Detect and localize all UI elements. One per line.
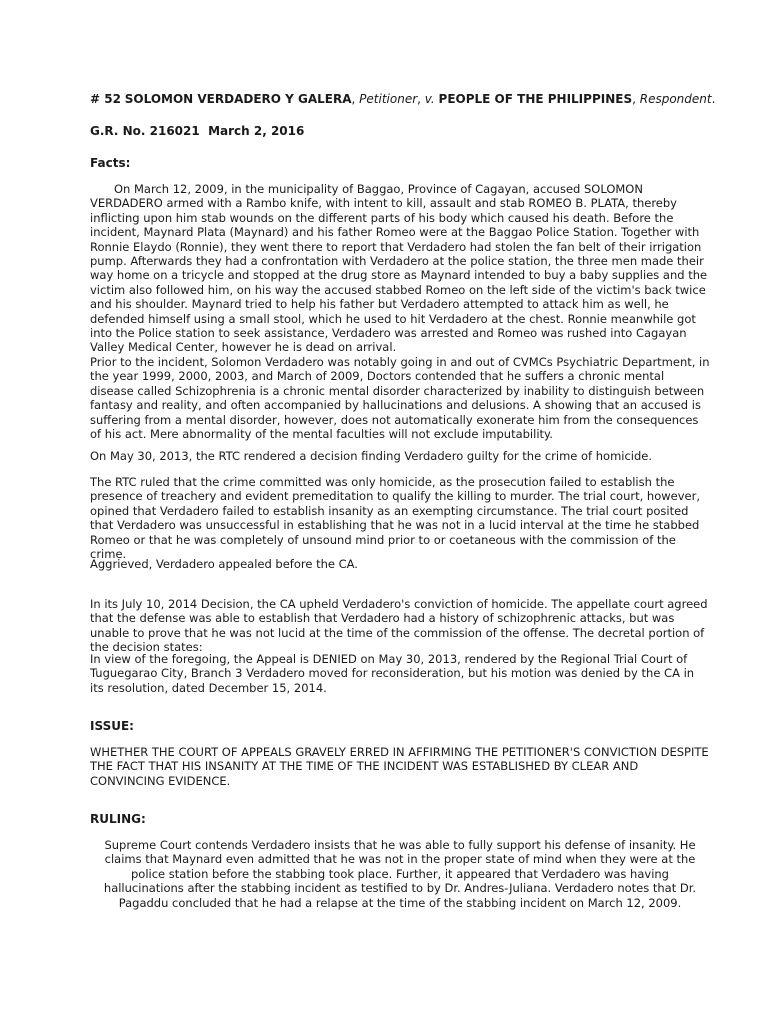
facts-paragraph: On March 12, 2009, in the municipality of Baggao, Province of Cagayan, accused SOLOMON VERDADERO armed with a Rambo knife, with intent to kill, assault and stab ROMEO B. PLATA, thereby inflicting upon him stab wounds on the different parts of his body which caused his death. Before the incident, Maynard Plata (Maynard) and his father Romeo were at the Baggao Police Station. Together with Ronnie Elaydo (Ronnie), they went there to report that Verdadero had stolen the fan belt of their irrigation pump. Afterwards they had a confrontation with Verdadero at the police station, the three men made their way home on a tricycle and stopped at the drug store as Maynard intended to buy a baby supplies and the victim also followed him, on his way the accused stabbed Romeo on the left side of the victim's back twice and his shoulder. Maynard tried to help his father but Verdadero attempted to attack him as well, he defended himself using a small stool, which he used to hit Verdadero at the chest. Ronnie meanwhile got into the Police station to seek assistance, Verdadero was arrested and Romeo was rushed into Cagayan Valley Medical Center, however he is dead on arrival. xyxy=(90,182,708,355)
facts-paragraph: The RTC ruled that the crime committed was only homicide, as the prosecution failed to establish the presence of treachery and evident premeditation to qualify the killing to murder. The trial court, however, opined that Verdadero failed to establish insanity as an exempting circumstance. The trial court posited that Verdadero was unsuccessful in establishing that he was not in a lucid interval at the time he stabbed Romeo or that he was completely of unsound mind prior to or coetaneous with the commission of the crime. xyxy=(90,475,700,562)
issue-text: WHETHER THE COURT OF APPEALS GRAVELY ERRED IN AFFIRMING THE PETITIONER'S CONVICTION DESPITE THE FACT THAT HIS INSANITY AT THE TIME OF THE INCIDENT WAS ESTABLISHED BY CLEAR AND CONVINCING EVIDENCE. xyxy=(90,745,709,788)
ruling-heading: RULING: xyxy=(90,812,146,826)
facts-paragraph: Prior to the incident, Solomon Verdadero was notably going in and out of CVMCs Psychiatric Department, in the year 1999, 2000, 2003, and March of 2009, Doctors contended that he suffers a chronic mental disease called Schizophrenia is a chronic mental disorder characterized by inability to distinguish between fantasy and reality, and often accompanied by hallucinations and delusions. A showing that an accused is suffering from a mental disorder, however, does not automatically exonerate him from the consequences of his act. Mere abnormality of the mental faculties will not exclude imputability. xyxy=(90,355,710,442)
decretal-portion: In view of the foregoing, the Appeal is DENIED on May 30, 2013, rendered by the Regional Trial Court of Tuguegarao City, Branch 3 Verdadero moved for reconsideration, but his motion was denied by the CA in its resolution, dated December 15, 2014. xyxy=(90,652,695,695)
respondent-role: Respondent xyxy=(639,92,712,106)
issue-heading: ISSUE: xyxy=(90,719,134,733)
respondent-name: PEOPLE OF THE PHILIPPINES xyxy=(438,92,633,106)
petitioner-role: Petitioner xyxy=(359,92,418,106)
case-caption: # 52 SOLOMON VERDADERO Y GALERA, Petitioner, v. PEOPLE OF THE PHILIPPINES, Respondent. xyxy=(90,92,716,106)
versus: v. xyxy=(424,92,435,106)
gr-number-date: G.R. No. 216021 March 2, 2016 xyxy=(90,124,305,138)
petitioner-name: SOLOMON VERDADERO Y GALERA xyxy=(124,92,352,106)
facts-paragraph: In its July 10, 2014 Decision, the CA upheld Verdadero's conviction of homicide. The appellate court agreed that the defense was able to establish that Verdadero had a history of schizophrenic attacks, but was unable to prove that he was not lucid at the time of the commission of the offense. The decretal portion of the decision states: xyxy=(90,597,708,655)
facts-paragraph: Aggrieved, Verdadero appealed before the CA. xyxy=(90,557,358,571)
case-number: # 52 xyxy=(90,92,121,106)
facts-paragraph: On May 30, 2013, the RTC rendered a decision finding Verdadero guilty for the crime of homicide. xyxy=(90,449,653,463)
ruling-text: Supreme Court contends Verdadero insists that he was able to fully support his defense of insanity. He claims that Maynard even admitted that he was not in the proper state of mind when they were at the police station before the stabbing took place. Further, it appeared that Verdadero was having hallucinations after the stabbing incident as testified to by Dr. Andres-Juliana. Verdadero notes that Dr. Pagaddu concluded that he had a relapse at the time of the stabbing incident on March 12, 2009. xyxy=(103,838,697,910)
facts-heading: Facts: xyxy=(90,156,131,170)
